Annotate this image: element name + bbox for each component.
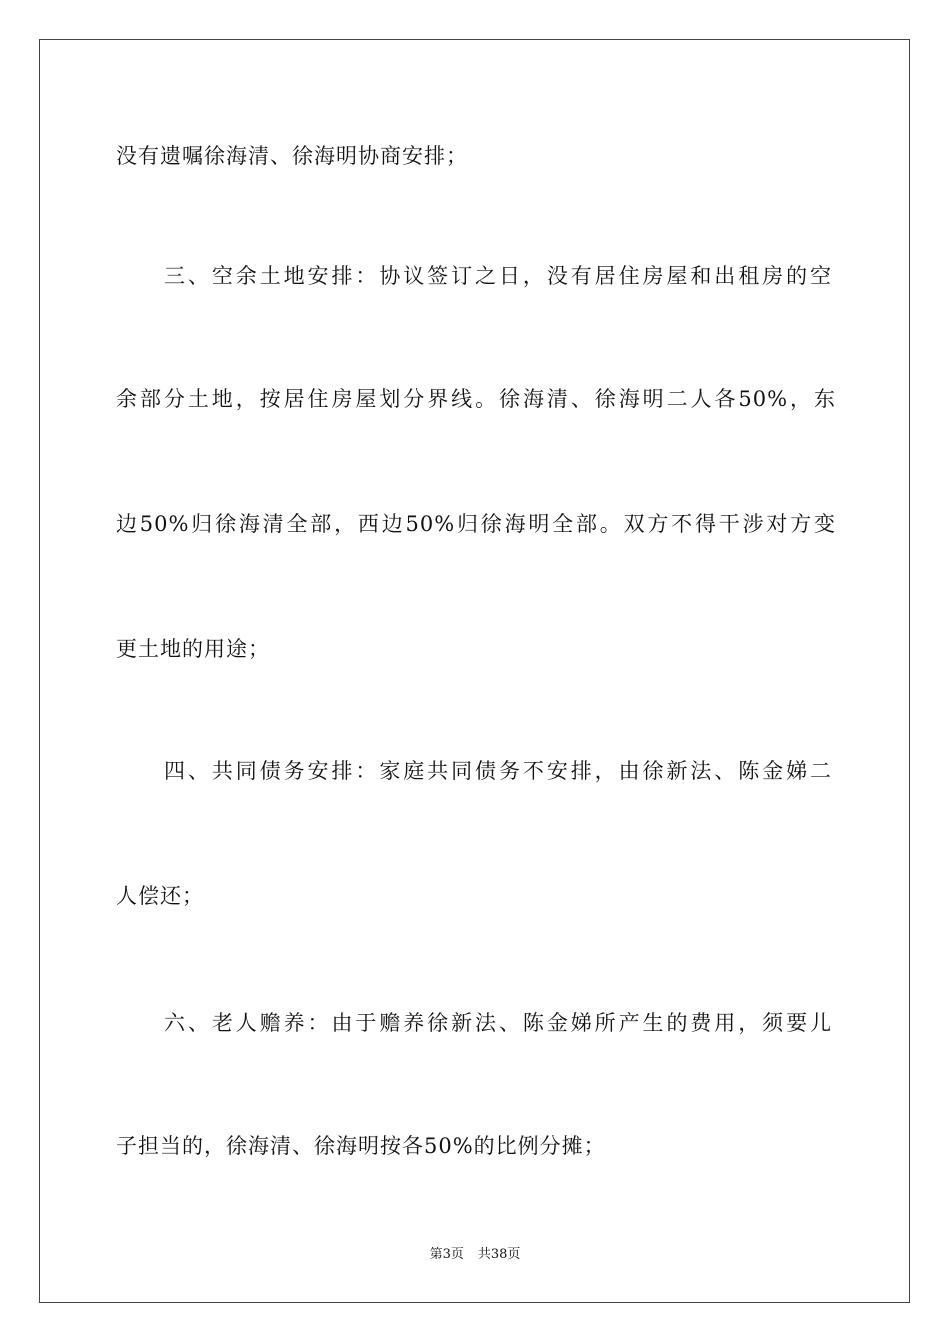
text-line: 边50%归徐海清全部，西边50%归徐海明全部。双方不得干涉对方变 <box>116 512 836 536</box>
text-line: 没有遗嘱徐海清、徐海明协商安排； <box>116 144 468 168</box>
page-number: 第3页 <box>429 1247 464 1262</box>
text-line: 人偿还； <box>116 884 204 908</box>
page-footer <box>0 1246 950 1264</box>
page-total: 共38页 <box>477 1247 521 1262</box>
text-line: 余部分土地，按居住房屋划分界线。徐海清、徐海明二人各50%，东 <box>116 387 836 411</box>
text-line-paragraph-start: 四、共同债务安排：家庭共同债务不安排，由徐新法、陈金娣二 <box>164 759 832 783</box>
text-line: 更土地的用途； <box>116 637 270 661</box>
text-line: 子担当的，徐海清、徐海明按各50%的比例分摊； <box>116 1134 606 1158</box>
text-line-paragraph-start: 六、老人赡养：由于赡养徐新法、陈金娣所产生的费用，须要儿 <box>164 1011 832 1035</box>
document-page <box>39 39 910 1303</box>
text-line-paragraph-start: 三、空余土地安排：协议签订之日，没有居住房屋和出租房的空 <box>164 264 832 288</box>
